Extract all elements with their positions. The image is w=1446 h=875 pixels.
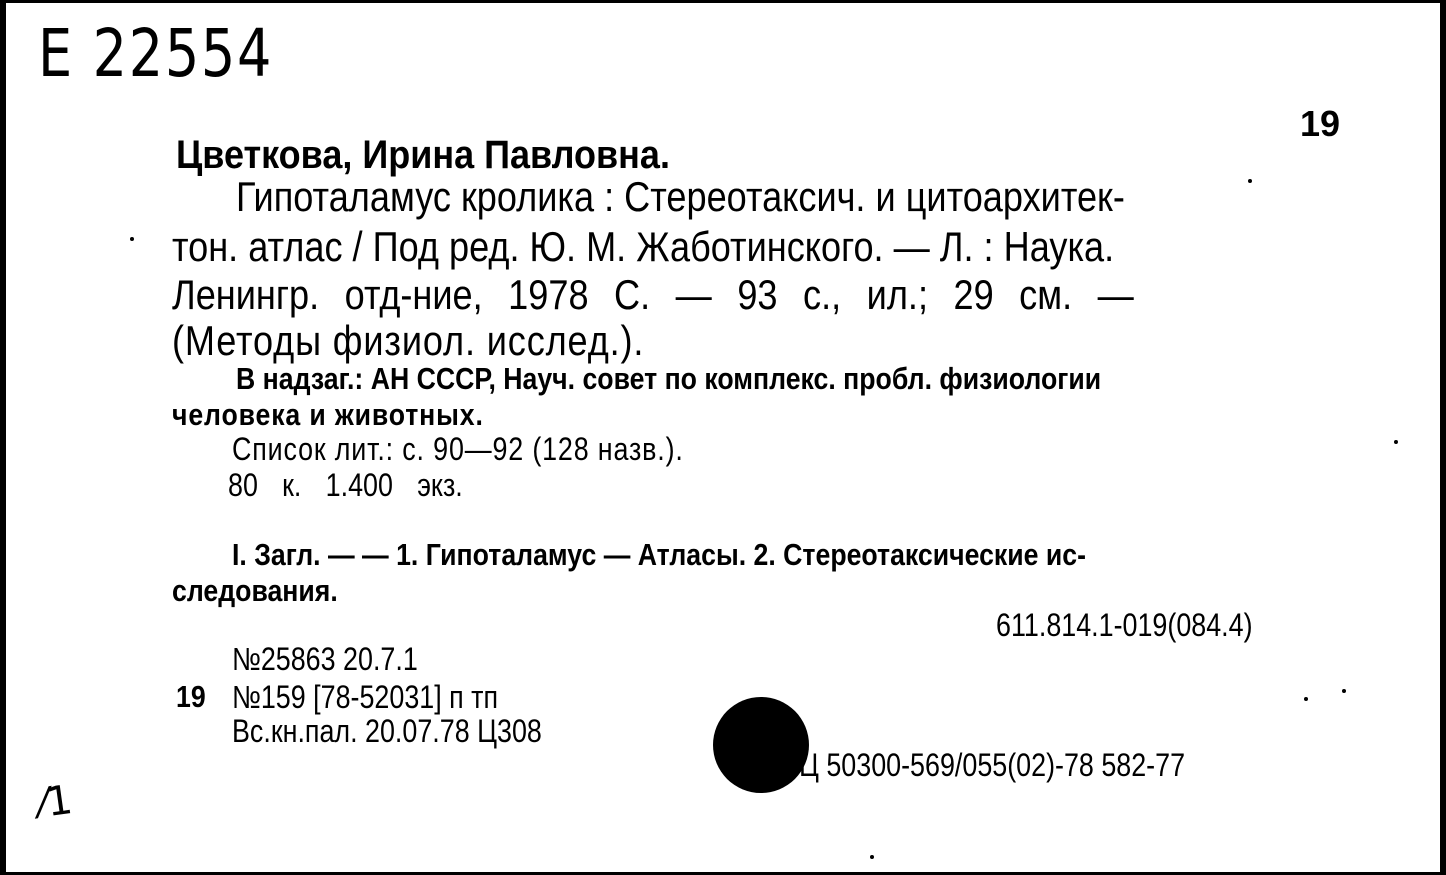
classification-code: 611.814.1-019(084.4)	[996, 607, 1253, 643]
note-line-3: Список лит.: с. 90—92 (128 назв.).	[232, 431, 684, 467]
catalog-code: Ц 50300-569/055(02)-78 582-77	[799, 747, 1186, 783]
subject-line-2: следования.	[172, 573, 338, 608]
speck	[1394, 440, 1398, 444]
speck	[1304, 697, 1308, 701]
order-line-3: Вс.кн.пал. 20.07.78 Ц308	[232, 713, 542, 749]
page-number: 19	[1300, 103, 1341, 144]
title-line-1: Гипоталамус кролика : Стереотаксич. и цитоархитек-	[236, 173, 1125, 220]
speck	[1342, 689, 1346, 693]
note-line-1: В надзаг.: АН СССР, Науч. совет по комплекс. пробл. физиологии	[236, 361, 1102, 396]
title-line-2: тон. атлас / Под ред. Ю. М. Жаботинского. — Л. : Наука.	[172, 223, 1115, 270]
corner-mark: ⁄1	[36, 776, 76, 828]
subject-line-1: I. Загл. — — 1. Гипоталамус — Атласы. 2. Стереотаксические ис-	[232, 537, 1086, 572]
speck	[130, 237, 134, 241]
order-line-2: №159 [78-52031] п тп	[232, 679, 499, 715]
order-line-1: №25863 20.7.1	[232, 641, 418, 677]
author-heading: Цветкова, Ирина Павловна.	[176, 133, 670, 177]
order-prefix: 19	[176, 679, 206, 714]
note-line-4: 80 к. 1.400 экз.	[228, 467, 463, 503]
title-line-3: Ленингр. отд-ние, 1978 С. — 93 с., ил.; 29 см. —	[172, 271, 1134, 318]
ink-blot	[713, 697, 809, 793]
speck	[870, 855, 874, 859]
title-line-4: (Методы физиол. исслед.).	[172, 317, 645, 364]
handwritten-number: E 22554	[38, 15, 274, 92]
speck	[1248, 179, 1252, 183]
note-line-2: человека и животных.	[172, 397, 484, 432]
